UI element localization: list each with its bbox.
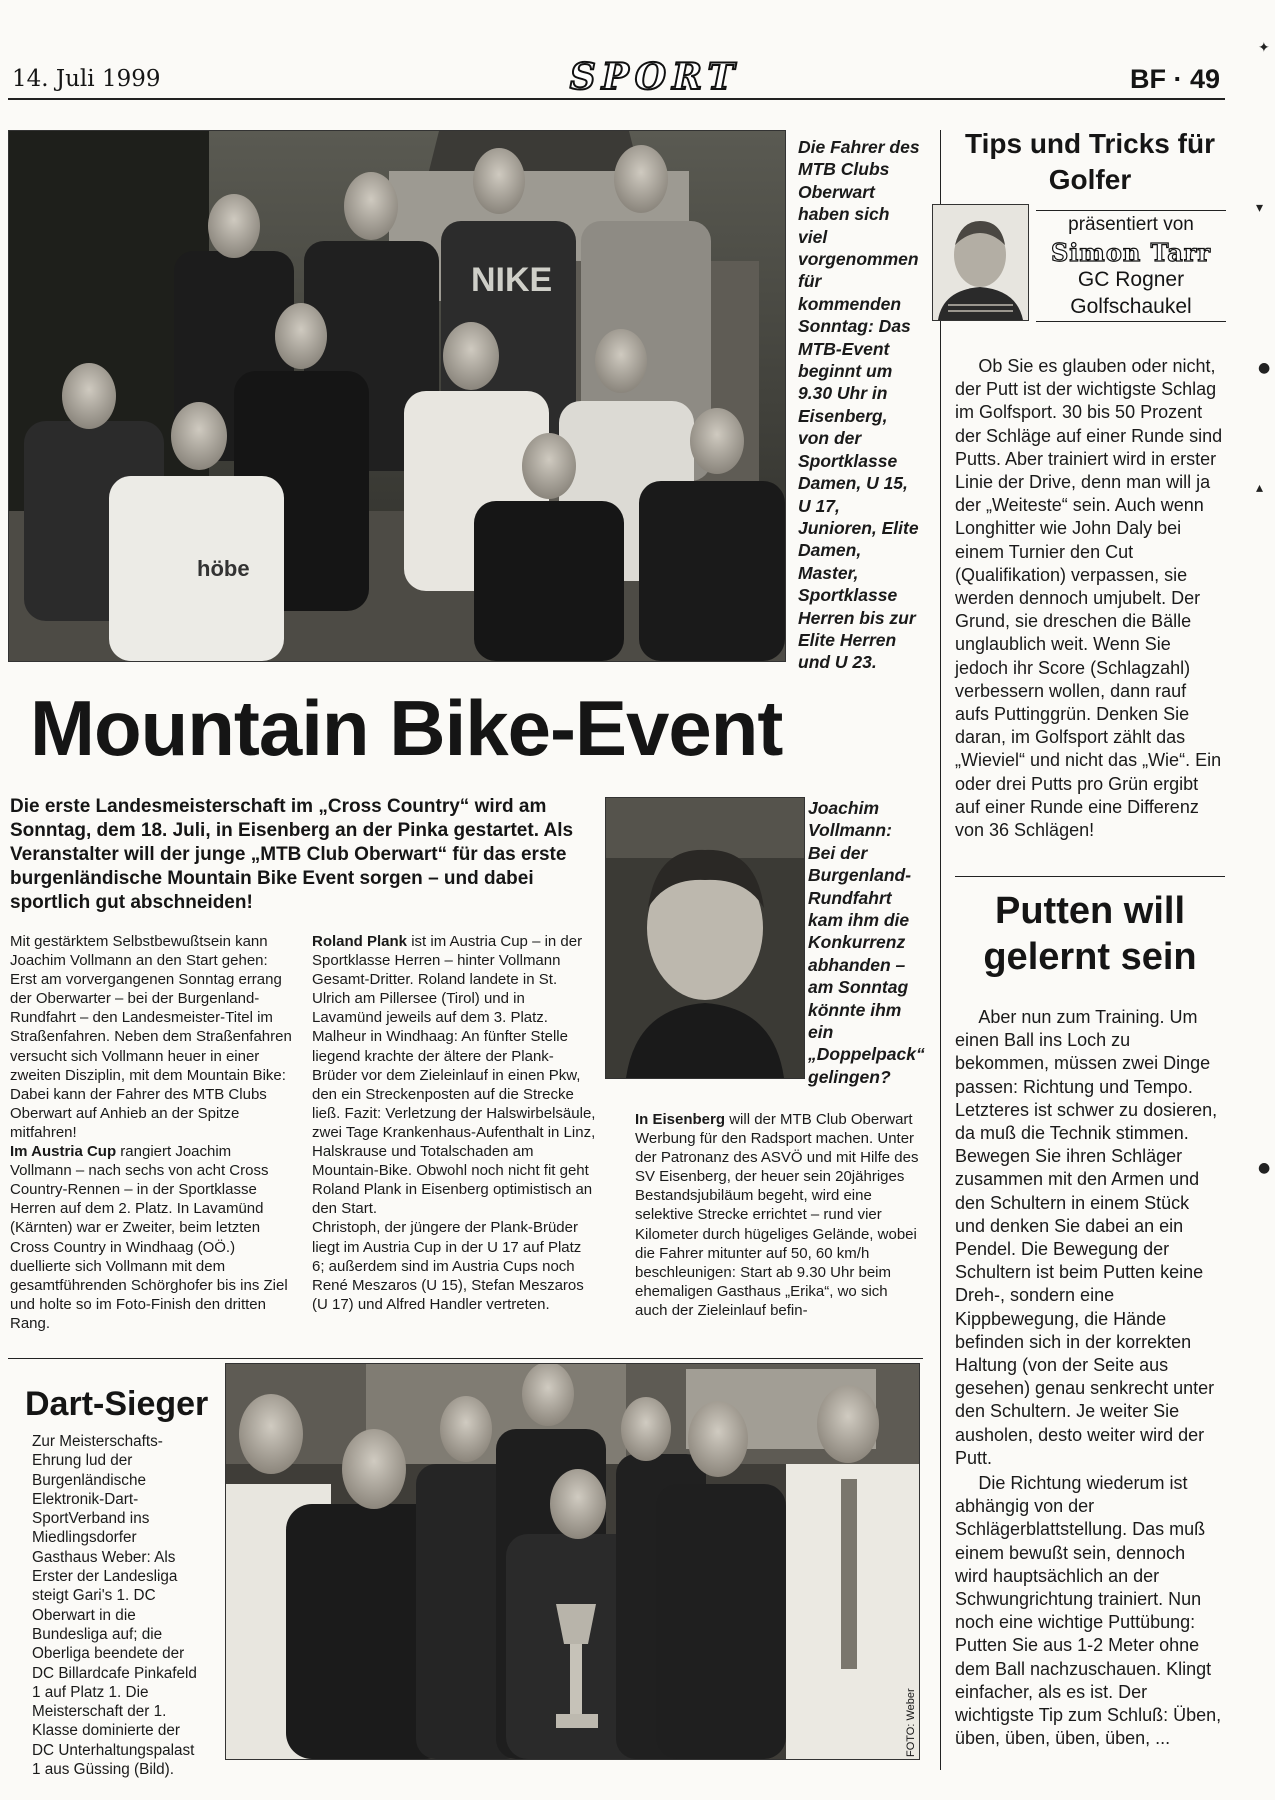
scan-mark: ● bbox=[1258, 1160, 1271, 1176]
article-column-1 bbox=[10, 932, 295, 1333]
article-column-3 bbox=[635, 1110, 920, 1320]
golf-intro: Ob Sie es glauben oder nicht, der Putt ist der wichtigste Schlag im Golfsport. 30 bis 50 Prozent der Schläge auf einer Runde sind Putts. Aber trainiert wird in erster Linie der Drive, denn man will ja der „Weiteste“ sein. Auch wenn Longhitter wie John Daly bei einem Turnier den Cut (Qualifikation) verpassen, sie werden dennoch umjubelt. Der Grund, sie dreschen die Bälle unglaublich weit. Wenn Sie jedoch ihr Score (Schlagzahl) verbessern wollen, dann rauf aufs Puttinggrün. Denken Sie daran, im Golfsport zählt das „Wieviel“ und nicht das „Wie“. Ein oder drei Putts pro Grün ergibt auf einer Runde eine Differenz von 36 Schlägen! bbox=[955, 356, 1223, 841]
page-number: BF · 49 bbox=[1129, 64, 1220, 94]
dart-top-rule bbox=[8, 1358, 923, 1359]
presenter-image bbox=[933, 205, 1028, 320]
article-column-2 bbox=[312, 932, 597, 1314]
golf-paragraph-2: Die Richtung wiederum ist abhängig von der Schlägerblattstellung. Das muß einem bewußt sein, dennoch wird hauptsächlich an der Schwungrichtung trainiert. Nun noch eine wichtige Puttübung: Putten Sie aus 1-2 Meter ohne dem Ball nachzuschauen. Klingt einfacher, als es ist. Der wichtigste Tip zum Schluß: Üben, üben, üben, üben, üben, ... bbox=[955, 1473, 1222, 1749]
presenter-club-line-1: GC Rogner bbox=[1077, 268, 1185, 291]
presenter-bottom-rule bbox=[1036, 321, 1226, 322]
presenter-top-rule bbox=[1036, 210, 1226, 211]
subheadline-rule bbox=[955, 876, 1225, 877]
column-2-subhead: Roland Plank bbox=[312, 933, 408, 950]
nike-shirt-text: NIKE bbox=[471, 261, 553, 299]
dart-photo bbox=[225, 1363, 920, 1760]
scan-mark: ▴ bbox=[1256, 480, 1264, 496]
scan-mark: ● bbox=[1258, 360, 1271, 376]
presenter-name: Simon Tarr bbox=[1050, 238, 1212, 267]
dart-photo-image bbox=[226, 1364, 919, 1759]
presenter-club-line-2: Golfschaukel bbox=[1070, 295, 1192, 318]
golf-subheadline: Putten will gelernt sein bbox=[983, 890, 1197, 978]
scan-mark: ▾ bbox=[1256, 200, 1264, 216]
column-1-subhead: Im Austria Cup bbox=[10, 1143, 117, 1161]
dart-title: Dart-Sieger bbox=[25, 1385, 209, 1423]
column-3-subhead: In Eisenberg bbox=[635, 1111, 726, 1128]
portrait-image bbox=[606, 798, 804, 1078]
presented-by-label: präsentiert von bbox=[1068, 214, 1194, 235]
article-headline: Mountain Bike-Event bbox=[30, 684, 783, 772]
column-1-paragraph: Mit gestärktem Selbstbewußtsein kann Joachim Vollmann an den Start gehen: Erst am vorvergangenen Sonntag errang der Oberwarter – bei der Burgenland-Rundfahrt – den Landesmeister-Titel im Straßenfahren. Neben dem Straßenfahren versucht sich Vollmann heuer in einer zweiten Disziplin, mit dem Mountain Bike: Dabei kann der Fahrer des MTB Clubs Oberwart auf Anhieb an der Spitze mitfahren! bbox=[10, 933, 292, 1141]
portrait-photo bbox=[605, 797, 805, 1079]
header-rule bbox=[8, 98, 1225, 100]
column-3-paragraph: will der MTB Club Oberwart Werbung für den Radsport machen. Unter der Patronanz des ASVÖ und mit Hilfe des SV Eisenberg, der heuer sein 20jähriges Bestandsjubiläum begeht, wird eine selektive Strecke errichtet – rund vier Kilometer durch hügeliges Gelände, wobei die Fahrer mitunter auf 50, 60 km/h beschleunigen: Start ab 9.30 Uhr beim ehemaligen Gasthaus „Erika“, wo sich auch der Zieleinlauf befin- bbox=[635, 1111, 919, 1319]
golf-paragraph-1: Aber nun zum Training. Um einen Ball ins Loch zu bekommen, müssen zwei Dinge passen: Richtung und Tempo. Letzteres ist schwer zu dosieren, da muß die Technik stimmen. Bewegen Sie ihren Schläger zusammen mit den Armen und den Schultern in einem Stück und denken Sie dabei an ein Pendel. Die Bewegung der Schultern ist beim Putten keine Dreh-, sondern eine Kippbewegung, die Hände befinden sich in der korrekten Haltung (von der Seite aus gesehen) genau senkrecht unter den Schultern. Je weiter Sie ausholen, desto weiter wird der Putt. bbox=[955, 1007, 1218, 1468]
column-1-paragraph-2: rangiert Joachim Vollmann – nach sechs von acht Cross Country-Rennen – in der Sportklasse Herren auf dem 2. Platz. In Lavamünd (Kärnten) war er Zweiter, beim letzten Cross Country in Windhaag (OÖ.) duellierte sich Vollmann mit dem gesamtführenden Schörghofer bis ins Ziel und holte so im Foto-Finish den dritten Rang. bbox=[10, 1143, 288, 1332]
article-lead: Die erste Landesmeisterschaft im „Cross Country“ wird am Sonntag, dem 18. Juli, in Eisenberg an der Pinka gestartet. Als Veranstalter will der junge „MTB Club Oberwart“ für das erste burgenländische Mountain Bike Event sorgen – und dabei sportlich gut abschneiden! bbox=[10, 796, 574, 913]
presenter-photo bbox=[932, 204, 1029, 321]
golf-title: Tips und Tricks für Golfer bbox=[965, 128, 1215, 195]
photo-credit-wrap bbox=[904, 1668, 918, 1758]
team-photo-image bbox=[9, 131, 785, 661]
dart-text: Zur Meisterschafts-Ehrung lud der Burgenländische Elektronik-Dart-SportVerband ins Miedlingsdorfer Gasthaus Weber: Als Erster der Landesliga steigt Gari's 1. DC Oberwart in die Bundesliga auf; die Oberliga beendete der DC Billardcafe Pinkafeld 1 auf Platz 1. Die Meisterschaft der 1. Klasse dominierte der DC Unterhaltungspalast 1 aus Güssing (Bild). bbox=[32, 1433, 197, 1779]
photo-credit: FOTO: Weber bbox=[905, 1688, 917, 1757]
team-photo bbox=[8, 130, 786, 662]
issue-date: 14. Juli 1999 bbox=[12, 66, 161, 92]
column-2-paragraph-2: Christoph, der jüngere der Plank-Brüder liegt im Austria Cup in der U 17 auf Platz 6; außerdem sind im Austria Cups noch René Meszaros (U 15), Stefan Meszaros (U 17) und Alfred Handler vertreten. bbox=[312, 1219, 584, 1313]
sidebar-divider bbox=[940, 130, 941, 1770]
portrait-caption: Joachim Vollmann: Bei der Burgenland-Rundfahrt kam ihm die Konkurrenz abhanden – am Sonntag könnte ihm ein „Doppelpack“ gelingen? bbox=[808, 798, 925, 1087]
scan-mark: ✦ bbox=[1258, 40, 1270, 56]
column-2-paragraph: ist im Austria Cup – in der Sportklasse Herren – hinter Vollmann Gesamt-Dritter. Roland landete in St. Ulrich am Pillersee (Tirol) und in Lavamünd jeweils auf dem 3. Platz. Malheur in Windhaag: An fünfter Stelle liegend krachte der ältere der Plank-Brüder vor dem Zieleinlauf in einen Pkw, den ein Streckenposten auf die Strecke ließ. Fazit: Verletzung der Halswirbelsäule, zwei Tage Krankenhaus-Aufenthalt in Linz, Halskrause und Totalschaden am Mountain-Bike. Obwohl noch nicht fit geht Roland Plank in Eisenberg optimistisch an den Start. bbox=[312, 933, 596, 1218]
section-title: SPORT bbox=[569, 56, 741, 98]
team-photo-caption: Die Fahrer des MTB Clubs Oberwart haben sich viel vorgenommen für kommenden Sonntag: Das MTB-Event beginnt um 9.30 Uhr in Eisenberg, von der Sportklasse Damen, U 15, U 17, Junioren, Elite Damen, Master, Sportklasse Herren bis zur Elite Herren und U 23. bbox=[798, 137, 920, 673]
shirt-text: höbe bbox=[197, 556, 250, 581]
